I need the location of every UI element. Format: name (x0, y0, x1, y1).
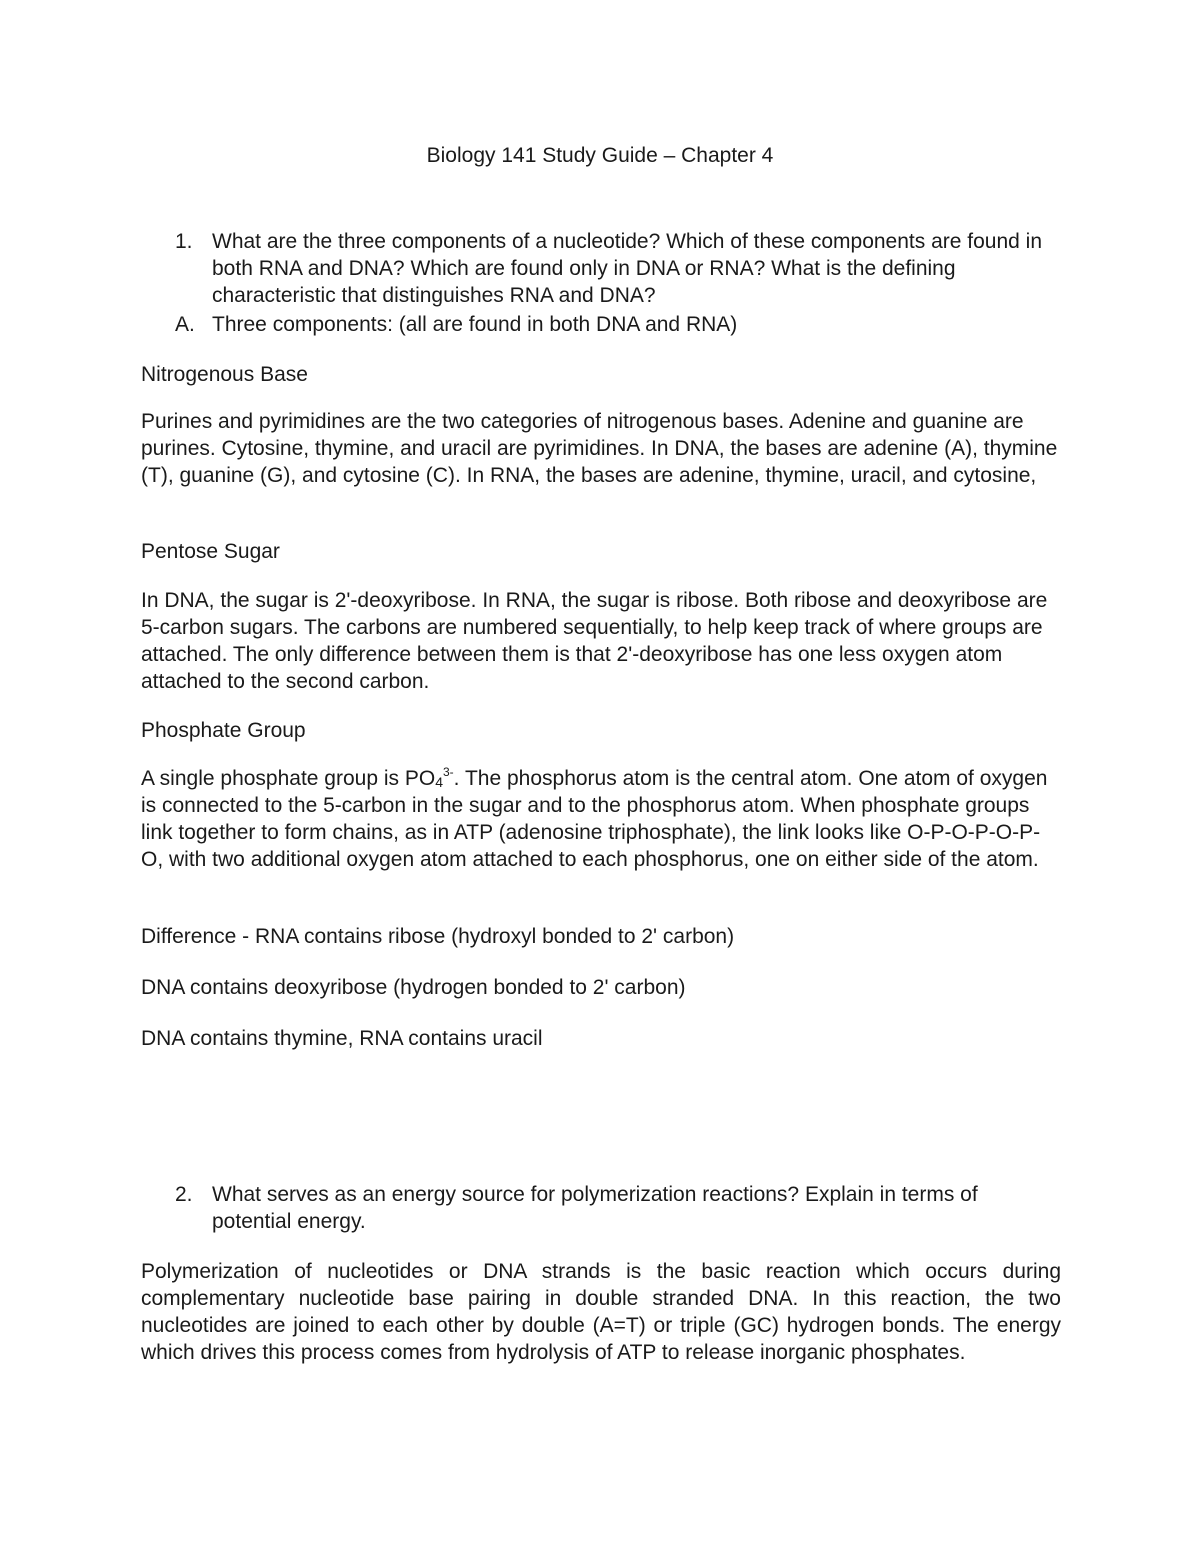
question-1-number: 1. (175, 230, 193, 253)
pentose-sugar-heading: Pentose Sugar (141, 540, 280, 563)
phosphate-group-heading: Phosphate Group (141, 719, 306, 742)
pentose-sugar-paragraph: In DNA, the sugar is 2'-deoxyribose. In RNA, the sugar is ribose. Both ribose and deoxyribose are 5-carbon sugars. The carbons are numbered sequentially, to help keep track of where groups are attached. The only difference between them is that 2'-deoxyribose has one less oxygen atom attached to the second carbon. (141, 589, 1048, 693)
answer-1-text: Three components: (all are found in both DNA and RNA) (212, 313, 738, 336)
question-2-text: What serves as an energy source for polymerization reactions? Explain in terms of potential energy. (212, 1183, 978, 1233)
question-1-text: What are the three components of a nucleotide? Which of these components are found in both RNA and DNA? Which are found only in DNA or RNA? What is the defining characteristic that distinguishes RNA and DNA? (212, 230, 1043, 307)
phosphate-formula-charge: 3- (443, 765, 454, 779)
difference-line-1: Difference - RNA contains ribose (hydroxyl bonded to 2' carbon) (141, 925, 735, 948)
difference-line-2: DNA contains deoxyribose (hydrogen bonded to 2' carbon) (141, 976, 686, 999)
answer-1-intro (141, 311, 1061, 338)
phosphate-formula-prefix: A single phosphate group is PO (141, 767, 436, 790)
answer-2-paragraph: Polymerization of nucleotides or DNA strands is the basic reaction which occurs during complementary nucleotide base pairing in double stranded DNA. In this reaction, the two nucleotides are joined to each other by double (A=T) or triple (GC) hydrogen bonds. The energy which drives this process comes from hydrolysis of ATP to release inorganic phosphates. (141, 1260, 1061, 1364)
phosphate-formula-subscript: 4 (435, 774, 443, 790)
question-2 (141, 1181, 1061, 1235)
phosphate-group-paragraph (141, 765, 1061, 873)
question-1 (141, 228, 1061, 309)
phosphate-paragraph-text: . The phosphorus atom is the central atom. One atom of oxygen is connected to the 5-carbon in the sugar and to the phosphorus atom. When phosphate groups link together to form chains, as in ATP (adenosine triphosphate), the link looks like O-P-O-P-O-P-O, with two additional oxygen atom attached to each phosphorus, one on either side of the atom. (141, 767, 1048, 871)
nitrogenous-base-heading: Nitrogenous Base (141, 363, 308, 386)
answer-1-marker: A. (175, 313, 195, 336)
nitrogenous-base-paragraph: Purines and pyrimidines are the two categories of nitrogenous bases. Adenine and guanine are purines. Cytosine, thymine, and uracil are pyrimidines. In DNA, the bases are adenine (A), thymine (T), guanine (G), and cytosine (C). In RNA, the bases are adenine, thymine, uracil, and cytosine, (141, 410, 1058, 487)
page-title: Biology 141 Study Guide – Chapter 4 (426, 144, 774, 167)
question-2-number: 2. (175, 1183, 193, 1206)
difference-line-3: DNA contains thymine, RNA contains uracil (141, 1027, 543, 1050)
